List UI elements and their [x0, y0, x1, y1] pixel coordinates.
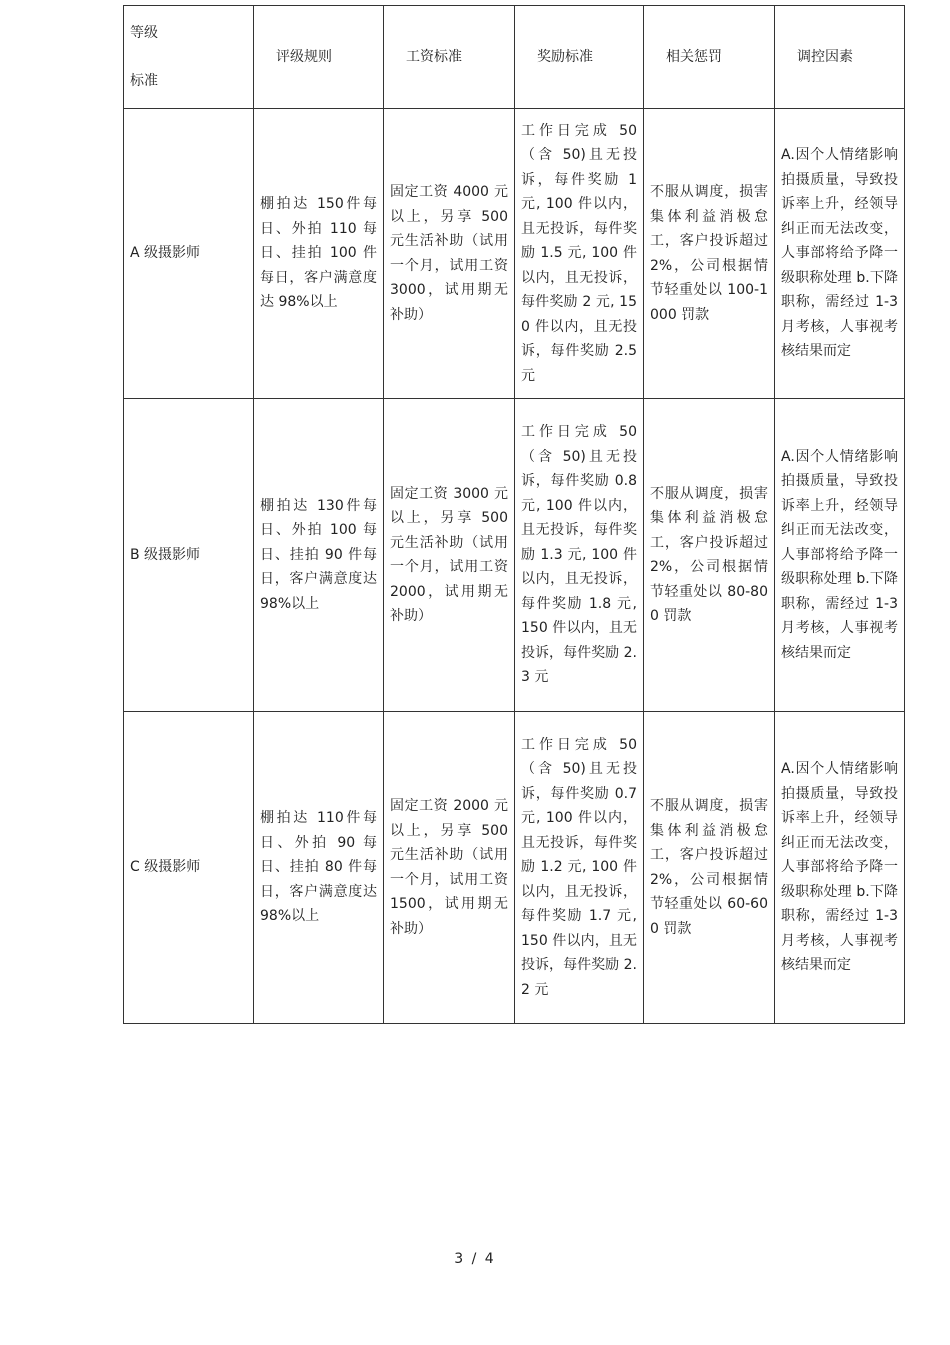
corner-standard-label: 标准 — [130, 73, 158, 89]
reward-cell: 工作日完成 50（含 50)且无投诉，每件奖励 0.8 元, 100 件以内，且无投诉，每件奖励 1.3 元, 100 件以内，且无投诉，每件奖励 1.8 元, 150 件以内，且无投诉，每件奖励 2.3 元 — [515, 399, 644, 712]
grade-name-cell: A 级摄影师 — [124, 109, 254, 399]
photographer-grade-table — [123, 5, 905, 1024]
control-factor-cell: A.因个人情绪影响拍摄质量，导致投诉率上升，经领导纠正而无法改变，人事部将给予降一级职称处理 b.下降职称，需经过 1-3 月考核，人事视考核结果而定 — [775, 712, 905, 1024]
penalty-cell: 不服从调度，损害集体利益消极怠工，客户投诉超过 2%，公司根据情节轻重处以 80-800 罚款 — [644, 399, 775, 712]
corner-grade-label: 等级 — [130, 24, 158, 41]
rating-rule-cell: 棚拍达 130件每日、外拍 100 每日、挂拍 90 件每日，客户满意度达 98%以上 — [254, 399, 384, 712]
header-salary-standard: 工资标准 — [384, 6, 515, 109]
table-row — [124, 109, 905, 399]
penalty-cell: 不服从调度，损害集体利益消极怠工，客户投诉超过 2%，公司根据情节轻重处以 100-1000 罚款 — [644, 109, 775, 399]
header-corner-cell — [124, 6, 254, 109]
control-factor-cell: A.因个人情绪影响拍摄质量，导致投诉率上升，经领导纠正而无法改变，人事部将给予降一级职称处理 b.下降职称，需经过 1-3 月考核，人事视考核结果而定 — [775, 109, 905, 399]
rating-rule-cell: 棚拍达 110件每日、外拍 90 每日、挂拍 80 件每日，客户满意度达 98%以上 — [254, 712, 384, 1024]
table-row — [124, 399, 905, 712]
rating-rule-cell: 棚拍达 150件每日、外拍 110 每日、挂拍 100 件每日，客户满意度达 98%以上 — [254, 109, 384, 399]
header-rating-rule: 评级规则 — [254, 6, 384, 109]
table-header-row — [124, 6, 905, 109]
salary-cell: 固定工资 3000 元以上，另享 500 元生活补助（试用一个月，试用工资 2000，试用期无补助） — [384, 399, 515, 712]
grade-name-cell: C 级摄影师 — [124, 712, 254, 1024]
reward-cell: 工作日完成 50（含 50)且无投诉，每件奖励 0.7 元, 100 件以内，且无投诉，每件奖励 1.2 元, 100 件以内，且无投诉，每件奖励 1.7 元, 150 件以内，且无投诉，每件奖励 2.2 元 — [515, 712, 644, 1024]
reward-cell: 工作日完成 50（含 50)且无投诉，每件奖励 1 元, 100 件以内，且无投诉，每件奖励 1.5 元, 100 件以内，且无投诉，每件奖励 2 元, 150 件以内，且无投诉，每件奖励 2.5 元 — [515, 109, 644, 399]
page-number: 3 / 4 — [454, 1251, 496, 1267]
grade-name-cell: B 级摄影师 — [124, 399, 254, 712]
control-factor-cell: A.因个人情绪影响拍摄质量，导致投诉率上升，经领导纠正而无法改变，人事部将给予降一级职称处理 b.下降职称，需经过 1-3 月考核，人事视考核结果而定 — [775, 399, 905, 712]
salary-cell: 固定工资 2000 元以上，另享 500 元生活补助（试用一个月，试用工资 1500，试用期无补助） — [384, 712, 515, 1024]
table-row — [124, 712, 905, 1024]
header-penalty: 相关惩罚 — [644, 6, 775, 109]
header-reward-standard: 奖励标准 — [515, 6, 644, 109]
penalty-cell: 不服从调度，损害集体利益消极怠工，客户投诉超过 2%，公司根据情节轻重处以 60-600 罚款 — [644, 712, 775, 1024]
salary-cell: 固定工资 4000 元以上，另享 500 元生活补助（试用一个月，试用工资 3000，试用期无补助） — [384, 109, 515, 399]
header-control-factor: 调控因素 — [775, 6, 905, 109]
